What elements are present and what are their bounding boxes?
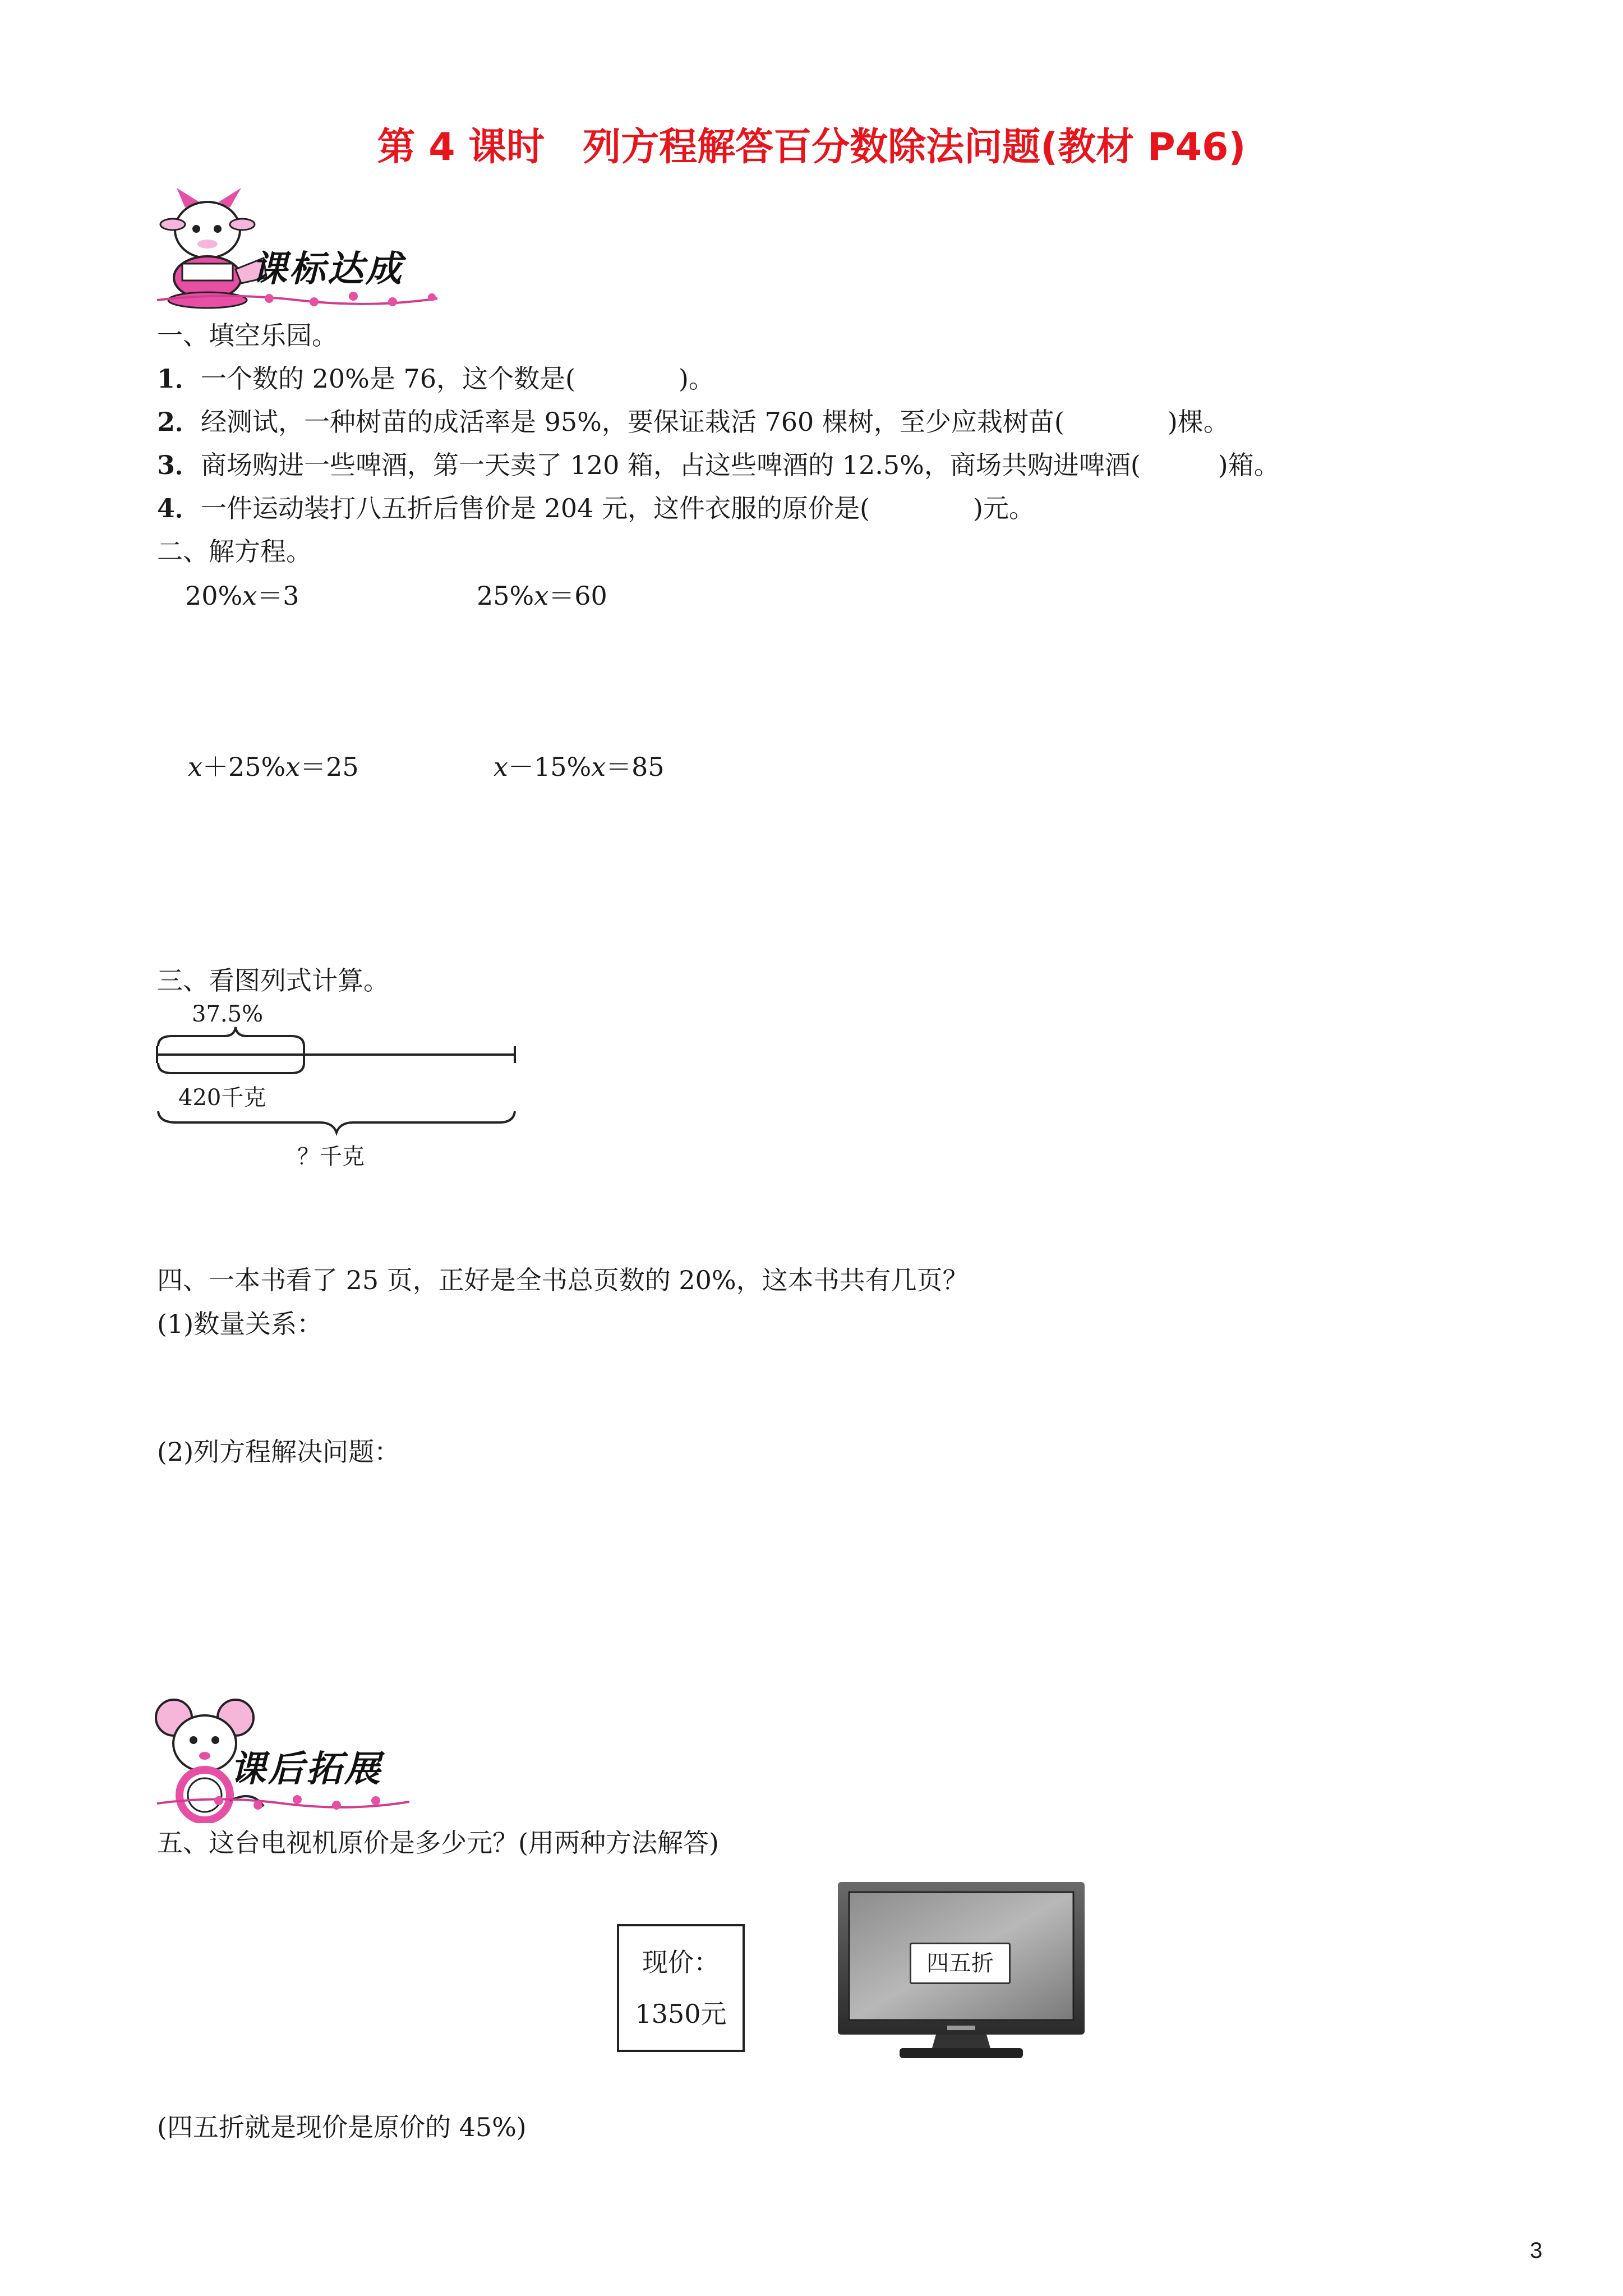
decorative-vine-icon <box>151 286 443 314</box>
page-title: 第 4 课时 列方程解答百分数除法问题(教材 P46) <box>377 125 1246 169</box>
decorative-vine-icon <box>151 1789 415 1818</box>
page-number: 3 <box>1530 2238 1543 2263</box>
price-box <box>617 1924 745 2052</box>
section3-heading: 三、看图列式计算。 <box>157 965 389 996</box>
equation-3: x＋25%x＝25 <box>188 752 359 782</box>
equation-1: 20%x＝3 <box>185 581 299 611</box>
tv-label: 四五折 <box>926 1950 994 1976</box>
line-diagram <box>151 1001 522 1181</box>
section4-heading: 四、一本书看了 25 页，正好是全书总页数的 20%，这本书共有几页？ <box>157 1265 969 1295</box>
fill-item-2: 2．经测试，一种树苗的成活率是 95%，要保证栽活 760 棵树，至少应栽树苗( )棵。 <box>157 407 1229 437</box>
section2-heading: 二、解方程。 <box>157 536 312 567</box>
price-value: 1350元 <box>635 1999 727 2029</box>
section4-q2: (2)列方程解决问题： <box>157 1437 400 1467</box>
banner-standards-label: 课标达成 <box>251 249 404 290</box>
banner-extension-label: 课后拓展 <box>230 1749 382 1790</box>
fill-item-1: 1．一个数的 20%是 76，这个数是( )。 <box>157 364 714 394</box>
section1-heading: 一、填空乐园。 <box>157 320 338 351</box>
tv-label-box <box>910 1943 1011 1984</box>
diagram-bottom-label: ？千克 <box>297 1144 365 1170</box>
equation-2: 25%x＝60 <box>477 581 607 611</box>
equation-4: x－15%x＝85 <box>494 752 665 782</box>
price-label: 现价： <box>642 1947 720 1977</box>
diagram-mid-label: 420千克 <box>178 1085 266 1111</box>
television-icon <box>838 1882 1085 2060</box>
diagram-top-label: 37.5% <box>192 1001 264 1027</box>
section5-heading: 五、这台电视机原价是多少元？(用两种方法解答) <box>157 1828 719 1858</box>
banner-standards <box>151 185 443 314</box>
banner-extension <box>151 1694 415 1823</box>
section4-q1: (1)数量关系： <box>157 1309 323 1339</box>
fill-item-4: 4．一件运动装打八五折后售价是 204 元，这件衣服的原价是( )元。 <box>157 493 1035 523</box>
section5-note: (四五折就是现价是原价的 45%) <box>157 2112 527 2142</box>
fill-item-3: 3．商场购进一些啤酒，第一天卖了 120 箱，占这些啤酒的 12.5%，商场共购进啤酒( )箱。 <box>157 450 1280 480</box>
